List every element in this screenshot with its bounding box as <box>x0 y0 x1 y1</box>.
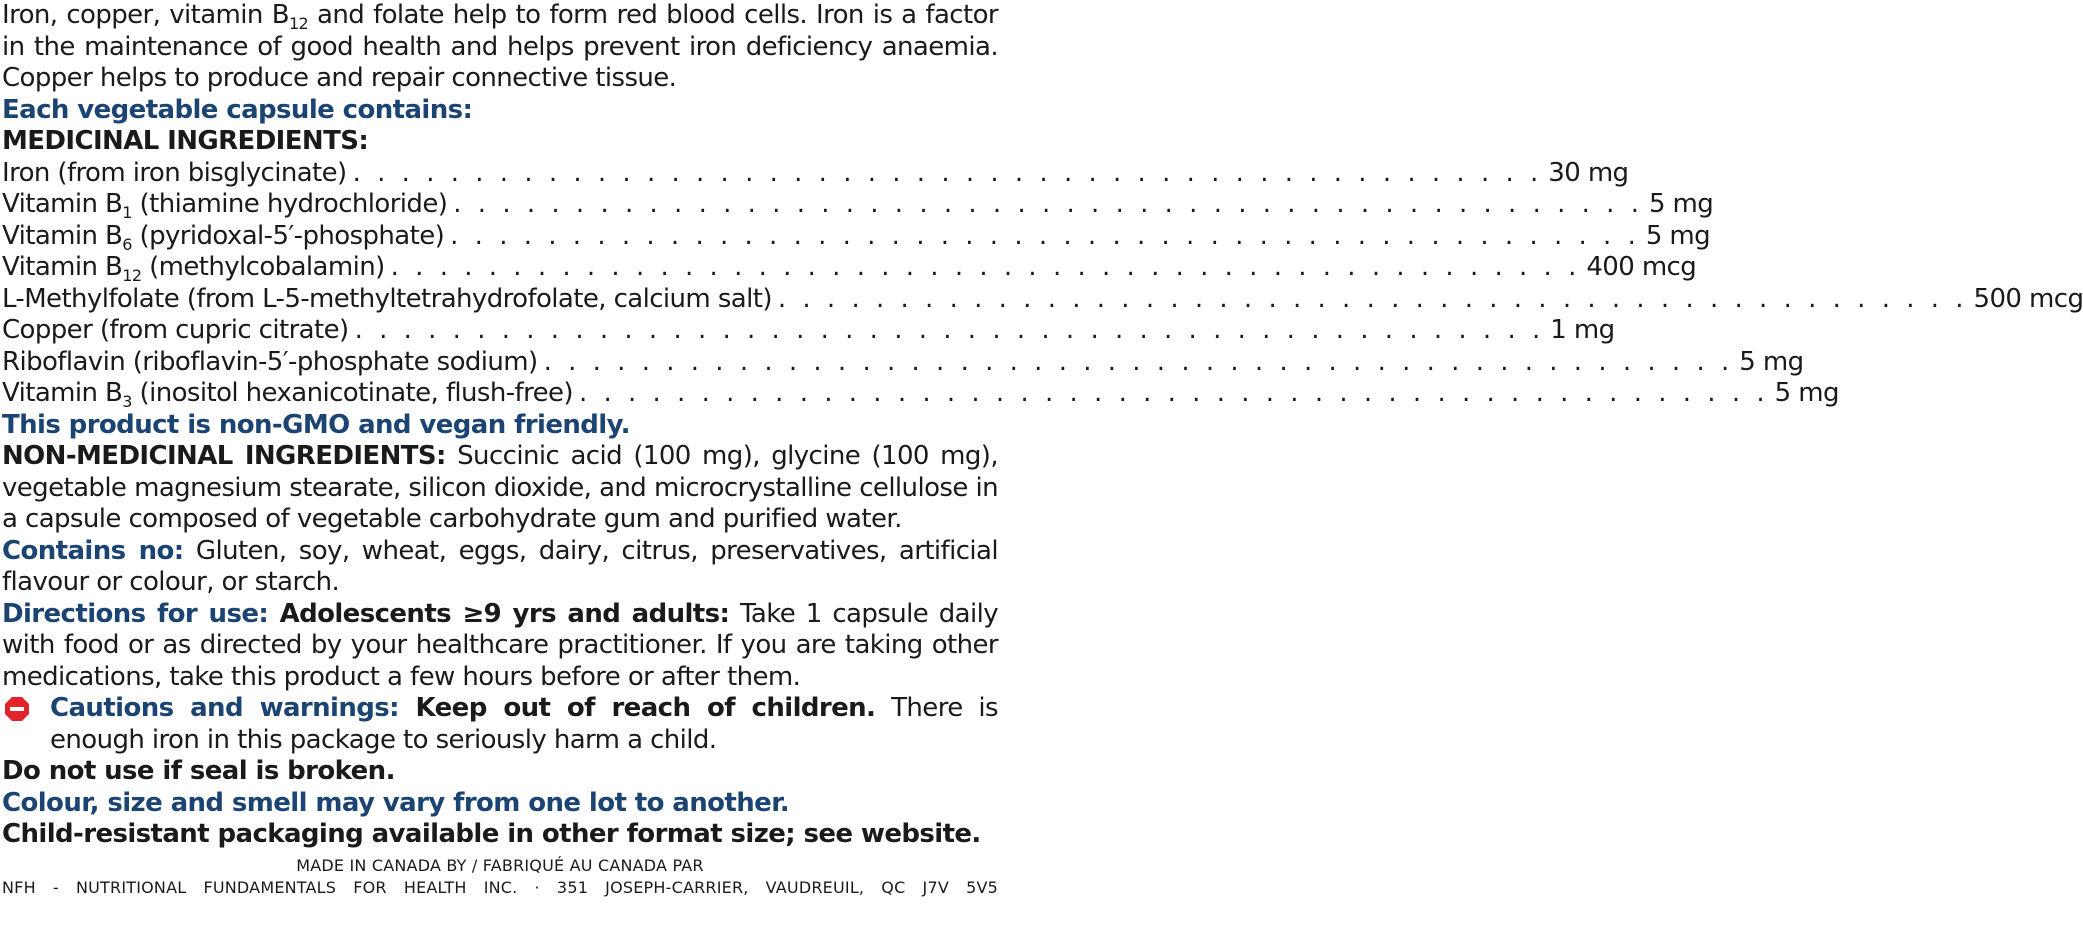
non-medicinal-paragraph <box>2 441 998 536</box>
directions-paragraph <box>2 599 998 694</box>
cautions-emphasis: Keep out of reach of children. <box>398 693 876 723</box>
ingredient-name: Copper (from cupric citrate) <box>2 315 349 345</box>
ingredient-row <box>2 252 1697 286</box>
ingredient-row <box>2 378 1839 412</box>
ingredient-amount: 1 mg <box>1550 315 1615 345</box>
non-gmo-statement: This product is non-GMO and vegan friendly. <box>2 409 630 440</box>
colour-variation-note: Colour, size and smell may vary from one lot to another. <box>2 787 789 818</box>
ingredient-name: Vitamin $B_3$ (inositol hexanicotinate, flush-free) <box>2 378 573 412</box>
leader-dots: . . . . . . . . . . . . . . . . . . . . . . . . . . . . . . . . . . . . . . . . . . . . . . . . . <box>352 157 1543 188</box>
leader-dots: . . . . . . . . . . . . . . . . . . . . . . . . . . . . . . . . . . . . . . . . . . . . . . . . . <box>777 283 1968 314</box>
ingredient-name: Vitamin $B_6$ (pyridoxal-5′-phosphate) <box>2 220 445 254</box>
made-in-canada-line: MADE IN CANADA BY / FABRIQUÉ AU CANADA PAR <box>296 855 704 875</box>
contains-no-paragraph <box>2 536 998 599</box>
cautions-paragraph <box>50 693 998 756</box>
non-medicinal-text: Succinic acid (100 mg), glycine (100 mg), vegetable magnesium stearate, silicon dioxide, and microcrystalline cellulose in a capsule composed of vegetable carbohydrate gum and purified water. <box>2 441 999 534</box>
ingredient-row <box>2 157 1629 190</box>
directions-audience: Adolescents ≥9 yrs and adults: <box>268 598 730 629</box>
ingredient-amount: 30 mg <box>1548 157 1629 188</box>
manufacturer-footer <box>2 855 998 899</box>
contains-no-label: Contains no: <box>2 535 184 566</box>
cautions-text: There is enough iron in this package to seriously harm a child. <box>50 693 998 755</box>
ingredient-row <box>2 283 2083 316</box>
leader-dots: . . . . . . . . . . . . . . . . . . . . . . . . . . . . . . . . . . . . . . . . . . . . . . . . . <box>450 220 1640 251</box>
ingredient-row <box>2 220 1711 254</box>
leader-dots: . . . . . . . . . . . . . . . . . . . . . . . . . . . . . . . . . . . . . . . . . . . . . . . . . <box>354 315 1545 345</box>
ingredient-amount: 5 mg <box>1739 346 1804 377</box>
ingredient-name: Iron (from iron bisglycinate) <box>2 157 347 188</box>
medicinal-heading: MEDICINAL INGREDIENTS: <box>2 126 369 156</box>
cautions-block <box>2 693 998 756</box>
intro-text-b: and folate help to form red blood cells. Iron is a factor in the maintenance of good health and helps prevent iron deficiency anaemia. Copper helps to produce and repair connective tissue. <box>2 0 998 93</box>
stop-sign-icon <box>4 696 30 722</box>
ingredient-name: Vitamin $B_1$ (thiamine hydrochloride) <box>2 189 448 223</box>
intro-subscript: 12 <box>288 14 309 34</box>
directions-label: Directions for use: <box>2 598 269 629</box>
contains-no-text: Gluten, soy, wheat, eggs, dairy, citrus, preservatives, artificial flavour or colour, or starch. <box>2 535 998 597</box>
ingredient-name: Riboflavin (riboflavin-5′-phosphate sodium) <box>2 346 538 377</box>
directions-text: Take 1 capsule daily with food or as directed by your healthcare practitioner. If you are taking other medications, take this product a few hours before or after them. <box>2 598 999 692</box>
seal-warning: Do not use if seal is broken. <box>2 756 395 786</box>
ingredient-amount: 5 mg <box>1774 378 1839 408</box>
capsule-heading: Each vegetable capsule contains: <box>2 94 473 125</box>
leader-dots: . . . . . . . . . . . . . . . . . . . . . . . . . . . . . . . . . . . . . . . . . . . . . . . . . <box>578 378 1769 408</box>
leader-dots: . . . . . . . . . . . . . . . . . . . . . . . . . . . . . . . . . . . . . . . . . . . . . . . . . <box>543 346 1734 377</box>
cautions-label: Cautions and warnings: <box>50 693 399 723</box>
intro-paragraph <box>2 0 998 95</box>
non-medicinal-label: NON-MEDICINAL INGREDIENTS: <box>2 441 446 471</box>
ingredient-amount: 500 mcg <box>1973 283 2083 314</box>
leader-dots: . . . . . . . . . . . . . . . . . . . . . . . . . . . . . . . . . . . . . . . . . . . . . . . . . <box>453 189 1643 219</box>
ingredient-list <box>2 157 2083 412</box>
intro-text-a: Iron, copper, vitamin B <box>2 0 289 30</box>
child-resistant-note: Child-resistant packaging available in other format size; see website. <box>2 819 981 849</box>
ingredient-amount: 5 mg <box>1645 220 1711 251</box>
ingredient-row <box>2 315 1615 347</box>
leader-dots: . . . . . . . . . . . . . . . . . . . . . . . . . . . . . . . . . . . . . . . . . . . . . . . . . <box>390 252 1581 282</box>
ingredient-row <box>2 346 1804 379</box>
ingredient-name: Vitamin $B_{12}$ (methylcobalamin) <box>2 252 385 286</box>
ingredient-amount: 400 mcg <box>1586 252 1697 282</box>
ingredient-amount: 5 mg <box>1648 189 1714 219</box>
ingredient-name: L-Methylfolate (from L-5-methyltetrahydrofolate, calcium salt) <box>2 283 772 314</box>
ingredient-row <box>2 189 1714 223</box>
manufacturer-address: NFH - NUTRITIONAL FUNDAMENTALS FOR HEALTH INC. · 351 JOSEPH-CARRIER, VAUDREUIL, QC J7V 5V5 <box>2 877 998 897</box>
